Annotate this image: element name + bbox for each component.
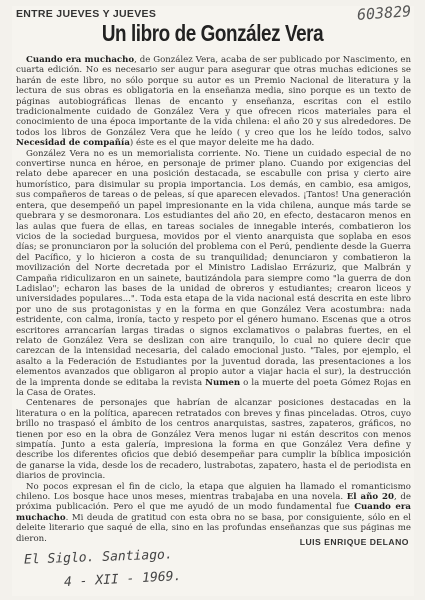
bold-title: Cuando era muchacho — [16, 502, 411, 523]
paragraph-text: , de próxima publicación. Pero el que me ayudó de un modo fundamental fue — [16, 492, 411, 513]
article-paragraph — [16, 482, 411, 544]
bold-title: Necesidad de compañía — [16, 138, 130, 149]
paragraph-text: . Mi deuda de gratitud con esta obra no se basa, por consiguiente, sólo en el deleite literario que saqué de ella, sino en las profundas enseñanzas que sus páginas me dieron. — [16, 512, 411, 544]
paragraph-text: , de González Vera, acaba de ser publicado por Nascimento, en cuarta edición. No es necesario ser augur para asegurar que otras muchas ediciones se harán de este libro, no sólo porque su autor es un Premio Nacional de literatura y la lectura de sus obras es obligatoria en la enseñanza media, sino porque es un texto de páginas autobiográficas llenas de encanto y enseñanza, escritas con el estilo tradicionalmente cuidado de González Vera y que ofrecen ricos materiales para el conocimiento de una época importante de la vida chilena: el año 20 y sus alrededores. De todos los libros de González Vera que he leído ( y creo que los he leído todos, salvo — [16, 55, 412, 138]
paragraph-text: Centenares de personajes que habrían de alcanzar posiciones destacadas en la literatura o en la política, aparecen retratados con breves y finas pinceladas. Otros, cuyo brillo no traspasó el ámbito de los centros anarquistas, sastres, zapateros, gráficos, no tienen por eso en la obra de González Vera menos lugar ni están descritos con menos simpatía. Junto a esta galería, impresiona la forma en que González Vera define y describe los diferentes oficios que debió desempeñar para cumplir la bíblica imposición de ganarse la vida, desde los de recadero, lustrabotas, zapatero, hasta el de periodista en diarios de provincia. — [16, 398, 411, 482]
section-title: ENTRE JUEVES Y JUEVES — [16, 8, 157, 20]
paragraph-text: ) éste es el que mayor deleite me ha dado. — [129, 138, 315, 149]
article-paragraph — [16, 398, 411, 481]
bold-title: Cuando era muchacho — [26, 55, 135, 65]
paragraph-text: o la muerte del poeta Gómez Rojas en la Casa de Orates. — [16, 377, 411, 398]
article-paragraph — [16, 149, 411, 399]
article-body — [16, 55, 411, 544]
paragraph-text: González Vera no es un memorialista corriente. No. Tiene un cuidado especial de no convertirse nunca en héroe, en personaje de primer plano. Cuando por exigencias del relato debe aparecer en una posición destacada, se escabulle con prisa y cierto aire humorístico, para disimular su propia importancia. Los demás, en cambio, esa amigos, sus compañeros de tareas o de peleas, sí que aparecen elevados. ¡Tantos! Una generación entera, que desempeñó un papel impresionante en la vida chilena, aunque más tarde se quebrara y se desmoronara. Los estudiantes del año 20, en efecto, destacaron menos en las aulas que fuera de ellas, en tareas sociales de innegable interés, combatieron los vicios de la sociedad burguesa, movidos por el viento anarquista que soplaba en esos días; se pronunciaron por la solución del problema con el Perú, pendiente desde la Guerra del Pacífico, y lo hicieron a costa de su tranquilidad; denunciaron y combatieron la movilización del Norte decretada por el Ministro Ladislao Errázuriz, que Malbrán y Campaña ridiculizaron en un sainete, bautizándola para siempre como "la guerra de don Ladislao"; echaron las bases de la unidad de obreros y estudiantes; crearon liceos y universidades populares...". Toda esta etapa de la vida nacional está descrita en este libro por uno de sus protagonistas y en la forma en que González Vera acostumbra: nada estridente, con calma, ironía, tacto y respeto por el género humano. Escenas que a otros escritores arrancarían largas tiradas o signos exclamativos o palabras fuertes, en el relato de González Vera se deslizan con aire tranquilo, lo cual no quiere decir que carezcan de la intensidad necesaria, del calado emocional justo. "Tales, por ejemplo, el asalto a la Federación de Estudiantes por la juventud dorada, las presentaciones a los elementos avanzados que obligaron al propio autor a viajar hacia el sur), la destrucción de la imprenta donde se editaba la revista — [16, 148, 411, 388]
handwritten-source: El Siglo. Santiago. — [23, 547, 173, 568]
paragraph-text: No pocos expresan el fin de ciclo, la etapa que alguien ha llamado el romanticismo chileno. Los bosque hace unos meses, mientras trabajaba en una novela. — [16, 481, 411, 503]
article-paragraph — [16, 55, 411, 149]
bold-title: Numen — [205, 377, 241, 388]
handwritten-date: 4 - XII - 1969. — [63, 568, 182, 591]
headline: Un libro de González Vera — [101, 20, 324, 46]
archive-number: 603829 — [356, 2, 412, 24]
bold-title: El año 20 — [346, 492, 394, 503]
author-signature: LUIS ENRIQUE DELANO — [299, 537, 409, 547]
